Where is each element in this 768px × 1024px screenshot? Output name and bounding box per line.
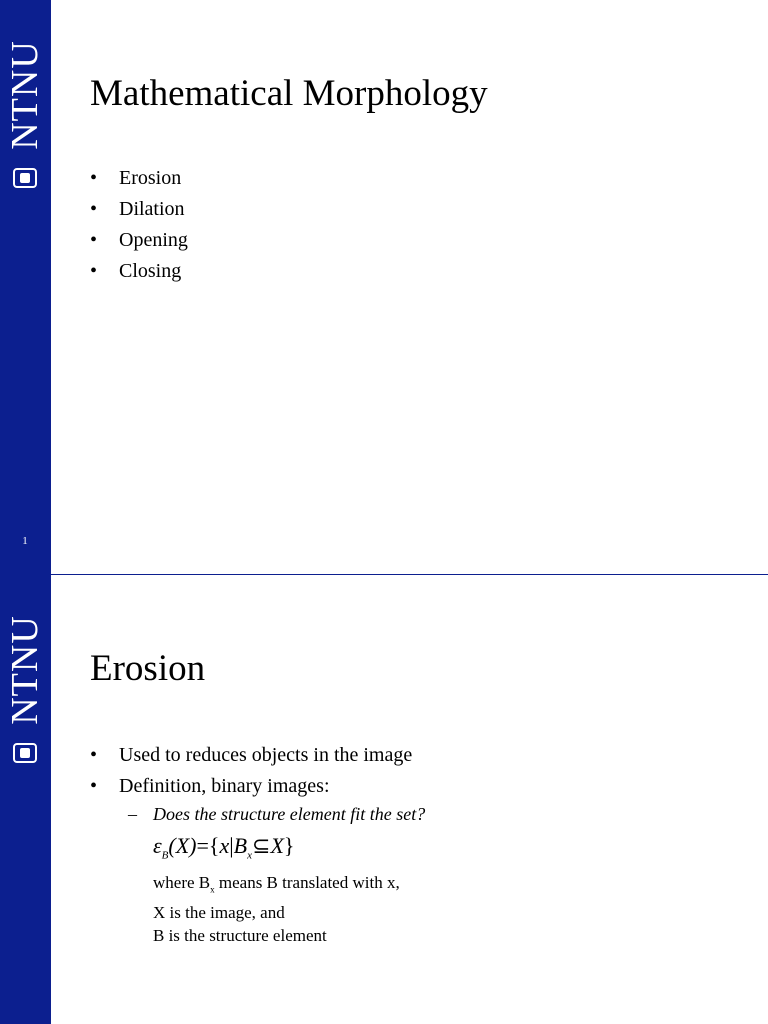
page-number: 1 xyxy=(22,535,28,547)
slide-title: Erosion xyxy=(90,648,206,689)
ntnu-logo xyxy=(0,575,51,775)
slide-title: Mathematical Morphology xyxy=(90,73,488,114)
list-item: • Closing xyxy=(90,260,182,282)
logo-square-icon xyxy=(13,168,37,188)
slide-2: NTNU Erosion • Used to reduces objects in the image • Definition, binary images: – Does the structure element fit the set? $\varepsilon_B(X)=\{x|B_x⊆X\}$ where $B_x$ means B translated with x, X is the image, and B is the structure element xyxy=(0,575,768,1024)
bullet-list xyxy=(90,744,412,806)
list-item: • Opening xyxy=(90,229,188,251)
list-item: • Used to reduces objects in the image xyxy=(90,744,413,766)
list-item: • Dilation xyxy=(90,198,185,220)
list-item: • Erosion xyxy=(90,167,182,189)
logo-text: NTNU xyxy=(4,40,46,150)
note-line-1: where $B_x$ means B translated with x, xyxy=(153,873,400,895)
logo-text: NTNU xyxy=(4,615,46,725)
logo-square-icon xyxy=(13,743,37,763)
note-line-2: X is the image, and xyxy=(153,903,285,922)
bullet-list xyxy=(90,167,188,291)
ntnu-logo xyxy=(0,0,51,200)
erosion-formula: $\varepsilon_B(X)=\{x|B_x⊆X\}$ xyxy=(153,833,295,862)
note-line-3: B is the structure element xyxy=(153,926,327,945)
list-item: • Definition, binary images: xyxy=(90,775,330,797)
